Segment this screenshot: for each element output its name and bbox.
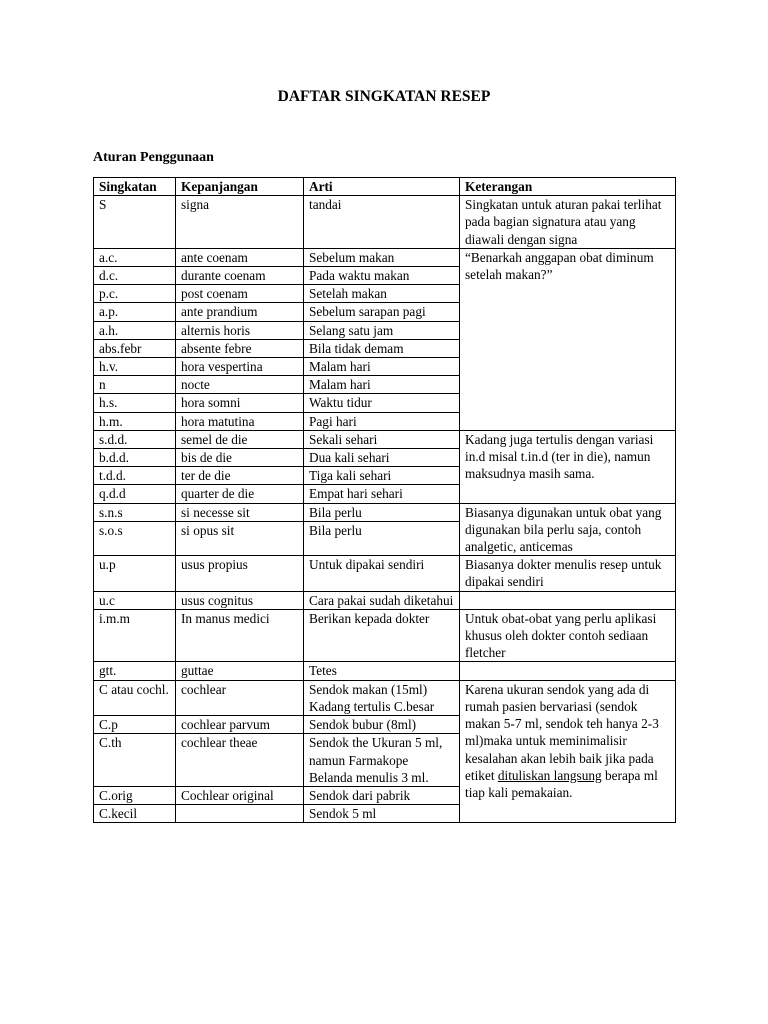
cell-kepanjangan: si necesse sit [176,503,304,522]
document-title: DAFTAR SINGKATAN RESEP [277,88,491,105]
cell-arti: Sendok 5 ml [304,805,460,823]
cell-singkatan: b.d.d. [94,449,176,467]
cell-kepanjangan: guttae [176,662,304,680]
cell-kepanjangan: semel de die [176,430,304,448]
table-row [94,680,676,715]
cell-singkatan: S [94,196,176,249]
cell-kepanjangan: post coenam [176,285,304,303]
cell-arti: Sendok makan (15ml) Kadang tertulis C.besar [304,680,460,715]
cell-singkatan: d.c. [94,267,176,285]
cell-arti: Dua kali sehari [304,449,460,467]
cell-singkatan: C atau cochl. [94,680,176,715]
note-text: berapa ml tiap kali pemakaian. [465,767,658,800]
cell-arti: Untuk dipakai sendiri [304,556,460,591]
table-header-row [94,178,676,196]
cell-kepanjangan: hora vespertina [176,358,304,376]
cell-kepanjangan: ante coenam [176,248,304,266]
cell-keterangan: “Benarkah anggapan obat diminum setelah makan?” [460,248,676,430]
header-keterangan: Keterangan [460,178,676,196]
table-row [94,662,676,680]
cell-kepanjangan: usus propius [176,556,304,591]
header-arti: Arti [304,178,460,196]
cell-arti: Tetes [304,662,460,680]
cell-kepanjangan: Cochlear original [176,786,304,804]
cell-singkatan: q.d.d [94,485,176,503]
cell-singkatan: n [94,376,176,394]
cell-arti: Bila tidak demam [304,339,460,357]
cell-arti: Malam hari [304,358,460,376]
cell-singkatan: a.p. [94,303,176,321]
cell-singkatan: C.kecil [94,805,176,823]
cell-arti: Sendok bubur (8ml) [304,716,460,734]
cell-keterangan: Biasanya digunakan untuk obat yang digunakan bila perlu saja, contoh analgetic, anticemas [460,503,676,556]
cell-kepanjangan: ter de die [176,467,304,485]
cell-singkatan: C.p [94,716,176,734]
cell-singkatan: s.n.s [94,503,176,522]
header-singkatan: Singkatan [94,178,176,196]
table-row [94,196,676,249]
section-heading: Aturan Penggunaan [93,150,214,165]
cell-arti: tandai [304,196,460,249]
table-row [94,430,676,448]
cell-singkatan: s.d.d. [94,430,176,448]
cell-singkatan: h.v. [94,358,176,376]
table-row [94,591,676,609]
cell-arti: Sebelum sarapan pagi [304,303,460,321]
cell-singkatan: s.o.s [94,522,176,556]
cell-singkatan: gtt. [94,662,176,680]
cell-arti: Empat hari sehari [304,485,460,503]
cell-arti: Sendok the Ukuran 5 ml, namun Farmakope Belanda menulis 3 ml. [304,734,460,787]
cell-arti: Bila perlu [304,522,460,556]
cell-arti: Tiga kali sehari [304,467,460,485]
cell-kepanjangan: usus cognitus [176,591,304,609]
cell-keterangan: Singkatan untuk aturan pakai terlihat pada bagian signatura atau yang diawali dengan signa [460,196,676,249]
cell-singkatan: C.th [94,734,176,787]
cell-kepanjangan: cochlear theae [176,734,304,787]
cell-kepanjangan: cochlear parvum [176,716,304,734]
cell-singkatan: p.c. [94,285,176,303]
header-kepanjangan: Kepanjangan [176,178,304,196]
cell-singkatan: a.h. [94,321,176,339]
cell-kepanjangan: quarter de die [176,485,304,503]
cell-arti: Malam hari [304,376,460,394]
cell-kepanjangan: ante prandium [176,303,304,321]
cell-keterangan [460,680,676,823]
note-text: Karena ukuran sendok yang ada di rumah pasien bervariasi (sendok makan 5-7 ml, sendok teh hanya 2-3 ml)maka untuk meminimalisir kesalahan akan lebih baik jika pada etiket [465,681,659,783]
abbreviation-table [93,177,676,823]
cell-arti: Selang satu jam [304,321,460,339]
cell-arti: Waktu tidur [304,394,460,412]
table-row [94,248,676,266]
cell-kepanjangan: In manus medici [176,609,304,662]
cell-singkatan: t.d.d. [94,467,176,485]
cell-keterangan: Untuk obat-obat yang perlu aplikasi khusus oleh dokter contoh sediaan fletcher [460,609,676,662]
cell-kepanjangan: hora somni [176,394,304,412]
cell-arti: Setelah makan [304,285,460,303]
cell-singkatan: h.s. [94,394,176,412]
cell-arti: Bila perlu [304,503,460,522]
cell-keterangan: Biasanya dokter menulis resep untuk dipakai sendiri [460,556,676,591]
table-row [94,609,676,662]
cell-singkatan: i.m.m [94,609,176,662]
cell-keterangan [460,662,676,680]
cell-kepanjangan: hora matutina [176,412,304,430]
cell-singkatan: abs.febr [94,339,176,357]
cell-keterangan [460,591,676,609]
table-row [94,556,676,591]
cell-singkatan: C.orig [94,786,176,804]
cell-arti: Berikan kepada dokter [304,609,460,662]
cell-singkatan: u.p [94,556,176,591]
cell-kepanjangan: nocte [176,376,304,394]
cell-kepanjangan: durante coenam [176,267,304,285]
note-underlined-text: dituliskan langsung [497,767,602,783]
cell-singkatan: h.m. [94,412,176,430]
cell-arti: Pada waktu makan [304,267,460,285]
cell-arti: Sekali sehari [304,430,460,448]
table-row [94,503,676,522]
cell-arti: Pagi hari [304,412,460,430]
cell-arti: Sebelum makan [304,248,460,266]
cell-arti: Sendok dari pabrik [304,786,460,804]
cell-kepanjangan: alternis horis [176,321,304,339]
cell-kepanjangan: signa [176,196,304,249]
cell-arti: Cara pakai sudah diketahui [304,591,460,609]
cell-keterangan: Kadang juga tertulis dengan variasi in.d misal t.in.d (ter in die), namun maksudnya masih sama. [460,430,676,503]
cell-kepanjangan: bis de die [176,449,304,467]
cell-kepanjangan [176,805,304,823]
cell-singkatan: a.c. [94,248,176,266]
cell-kepanjangan: cochlear [176,680,304,715]
cell-singkatan: u.c [94,591,176,609]
cell-kepanjangan: absente febre [176,339,304,357]
cell-kepanjangan: si opus sit [176,522,304,556]
